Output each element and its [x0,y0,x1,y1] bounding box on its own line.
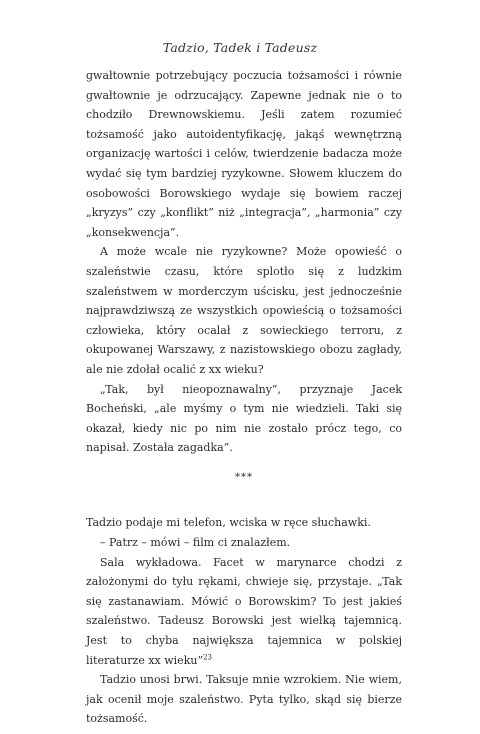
body-text [86,66,402,729]
running-head: Tadzio, Tadek i Tadeusz [162,40,318,55]
paragraph [86,553,402,671]
paragraph: Tadzio podaje mi telefon, wciska w ręce słuchawki. [86,516,371,530]
footnote-reference[interactable]: 23 [203,652,212,661]
paragraph: Tadzio unosi brwi. Taksuje mnie wzrokiem. Nie wiem, jak ocenił moje szaleństwo. Pyta tylko, skąd się bierze tożsamość. [86,673,402,726]
paragraph-text: Sala wykładowa. Facet w marynarce chodzi z założonymi do tyłu rękami, chwieje się, przystaje. „Tak się zastanawiam. Mówić o Borowskim? To jest jakieś szaleństwo. Tadeusz Borowski jest wielką tajemnicą. Jest to chyba największa tajemnica w polskiej literaturze xx wieku” [86,555,402,667]
section-separator: *** [235,471,253,483]
paragraph: gwałtownie potrzebujący poczucia tożsamości i równie gwałtownie je odrzucający. Zapewne jednak nie o to chodziło Drewnowskiemu. Jeśli zatem rozumieć tożsamość jako autoidentyfikację, jakąś wewnętrzną organizację wartości i celów, twierdzenie badacza może wydać się tym bardziej ryzykowne. Słowem kluczem do osobowości Borowskiego wydaje się bowiem raczej „kryzys” czy „konflikt” niż „integracja”, „harmonia” czy „konsekwencja”. [86,69,402,239]
paragraph: „Tak, był nieopoznawalny”, przyznaje Jacek Bocheński, „ale myśmy o tym nie wiedzieli. Taki się okazał, kiedy nic po nim nie zostało prócz tego, co napisał. Została zagadka”. [86,382,402,455]
dialogue-line: – Patrz – mówi – film ci znalazłem. [100,536,291,550]
paragraph: A może wcale nie ryzykowne? Może opowieść o szaleństwie czasu, które splotło się z ludzkim szaleństwem w morderczym uścisku, jest jednocześnie najprawdziwszą ze wszystkich opowieścią o tożsamości człowieka, który ocalał z sowieckiego terroru, z okupowanej Warszawy, z nazistowskiego obozu zagłady, ale nie zdołał ocalić z xx wieku? [86,245,402,376]
